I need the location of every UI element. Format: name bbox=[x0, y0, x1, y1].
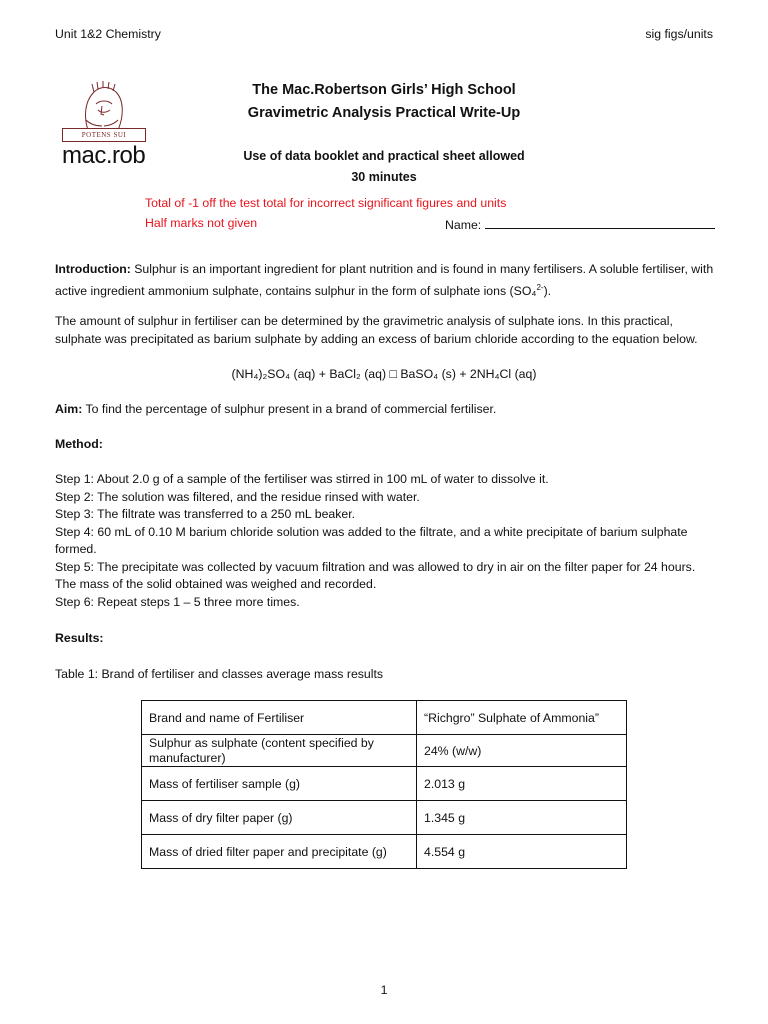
table-value-cell: “Richgro” Sulphate of Ammonia” bbox=[417, 701, 627, 735]
method-step: Step 3: The filtrate was transferred to a 250 mL beaker. bbox=[55, 507, 356, 521]
aim-label: Aim: bbox=[55, 402, 83, 416]
method-step: Step 2: The solution was filtered, and the residue rinsed with water. bbox=[55, 489, 420, 504]
logo-wordmark: mac.rob bbox=[62, 142, 146, 169]
table-row bbox=[142, 801, 627, 835]
logo-motto: POTENS SUI bbox=[62, 128, 146, 142]
name-label: Name: bbox=[445, 218, 482, 232]
table-row bbox=[142, 767, 627, 801]
header-left: Unit 1&2 Chemistry bbox=[55, 27, 161, 41]
aim-text: To find the percentage of sulphur present in a brand of commercial fertiliser. bbox=[82, 402, 497, 416]
method-step: Step 4: 60 mL of 0.10 M barium chloride solution was added to the filtrate, and a white precipitate of barium sulphate formed. bbox=[55, 524, 688, 556]
method-steps bbox=[55, 471, 715, 611]
name-blank[interactable] bbox=[485, 216, 715, 229]
table-caption: Table 1: Brand of fertiliser and classes average mass results bbox=[55, 667, 384, 681]
reaction-equation: (NH₄)₂SO₄ (aq) + BaCl₂ (aq) □ BaSO₄ (s) + 2NH₄Cl (aq) bbox=[231, 367, 537, 381]
intro-end: ). bbox=[543, 283, 552, 298]
table-row bbox=[142, 701, 627, 735]
table-label-cell: Mass of fertiliser sample (g) bbox=[142, 767, 417, 801]
table-label-cell: Mass of dried filter paper and precipitate (g) bbox=[142, 835, 417, 869]
table-value-cell: 4.554 g bbox=[417, 835, 627, 869]
table-row bbox=[142, 835, 627, 869]
results-table bbox=[141, 700, 627, 869]
penalty-note: Total of -1 off the test total for incorrect significant figures and units bbox=[145, 196, 507, 210]
method-step: Step 1: About 2.0 g of a sample of the fertiliser was stirred in 100 mL of water to dissolve it. bbox=[55, 472, 549, 486]
half-marks-note: Half marks not given bbox=[145, 216, 258, 230]
results-heading: Results: bbox=[55, 631, 104, 645]
allowed-note: Use of data booklet and practical sheet allowed bbox=[243, 149, 525, 163]
intro-charge: 2- bbox=[536, 282, 544, 292]
page-number: 1 bbox=[380, 983, 388, 997]
header-right: sig figs/units bbox=[645, 27, 713, 41]
table-value-cell: 24% (w/w) bbox=[417, 735, 627, 767]
aim-paragraph bbox=[55, 401, 715, 419]
time-note: 30 minutes bbox=[351, 170, 417, 184]
intro-text: Sulphur is an important ingredient for plant nutrition and is found in many fertilisers. A soluble fertiliser, with active ingredient ammonium sulphate, contains sulphur in the form of sulphate ions (SO₄ bbox=[55, 262, 714, 298]
method-step: Step 6: Repeat steps 1 – 5 three more times. bbox=[55, 594, 300, 609]
intro-label: Introduction: bbox=[55, 262, 131, 276]
practical-title: Gravimetric Analysis Practical Write-Up bbox=[247, 105, 521, 121]
table-value-cell: 1.345 g bbox=[417, 801, 627, 835]
method-heading: Method: bbox=[55, 437, 103, 451]
name-field[interactable] bbox=[445, 216, 715, 232]
school-title: The Mac.Robertson Girls’ High School bbox=[252, 82, 516, 98]
method-step: Step 5: The precipitate was collected by vacuum filtration and was allowed to dry in air on the filter paper for 24 hours. The mass of the solid obtained was weighed and recorded. bbox=[55, 559, 696, 591]
table-value-cell: 2.013 g bbox=[417, 767, 627, 801]
table-row bbox=[142, 735, 627, 767]
table-label-cell: Brand and name of Fertiliser bbox=[142, 701, 417, 735]
gravimetric-paragraph: The amount of sulphur in fertiliser can be determined by the gravimetric analysis of sulphate ions. In this practical, sulphate was precipitated as barium sulphate by adding an excess of barium chloride according to the equation below. bbox=[55, 314, 698, 346]
introduction-paragraph bbox=[55, 261, 715, 300]
table-label-cell: Sulphur as sulphate (content specified by manufacturer) bbox=[142, 735, 417, 767]
table-label-cell: Mass of dry filter paper (g) bbox=[142, 801, 417, 835]
